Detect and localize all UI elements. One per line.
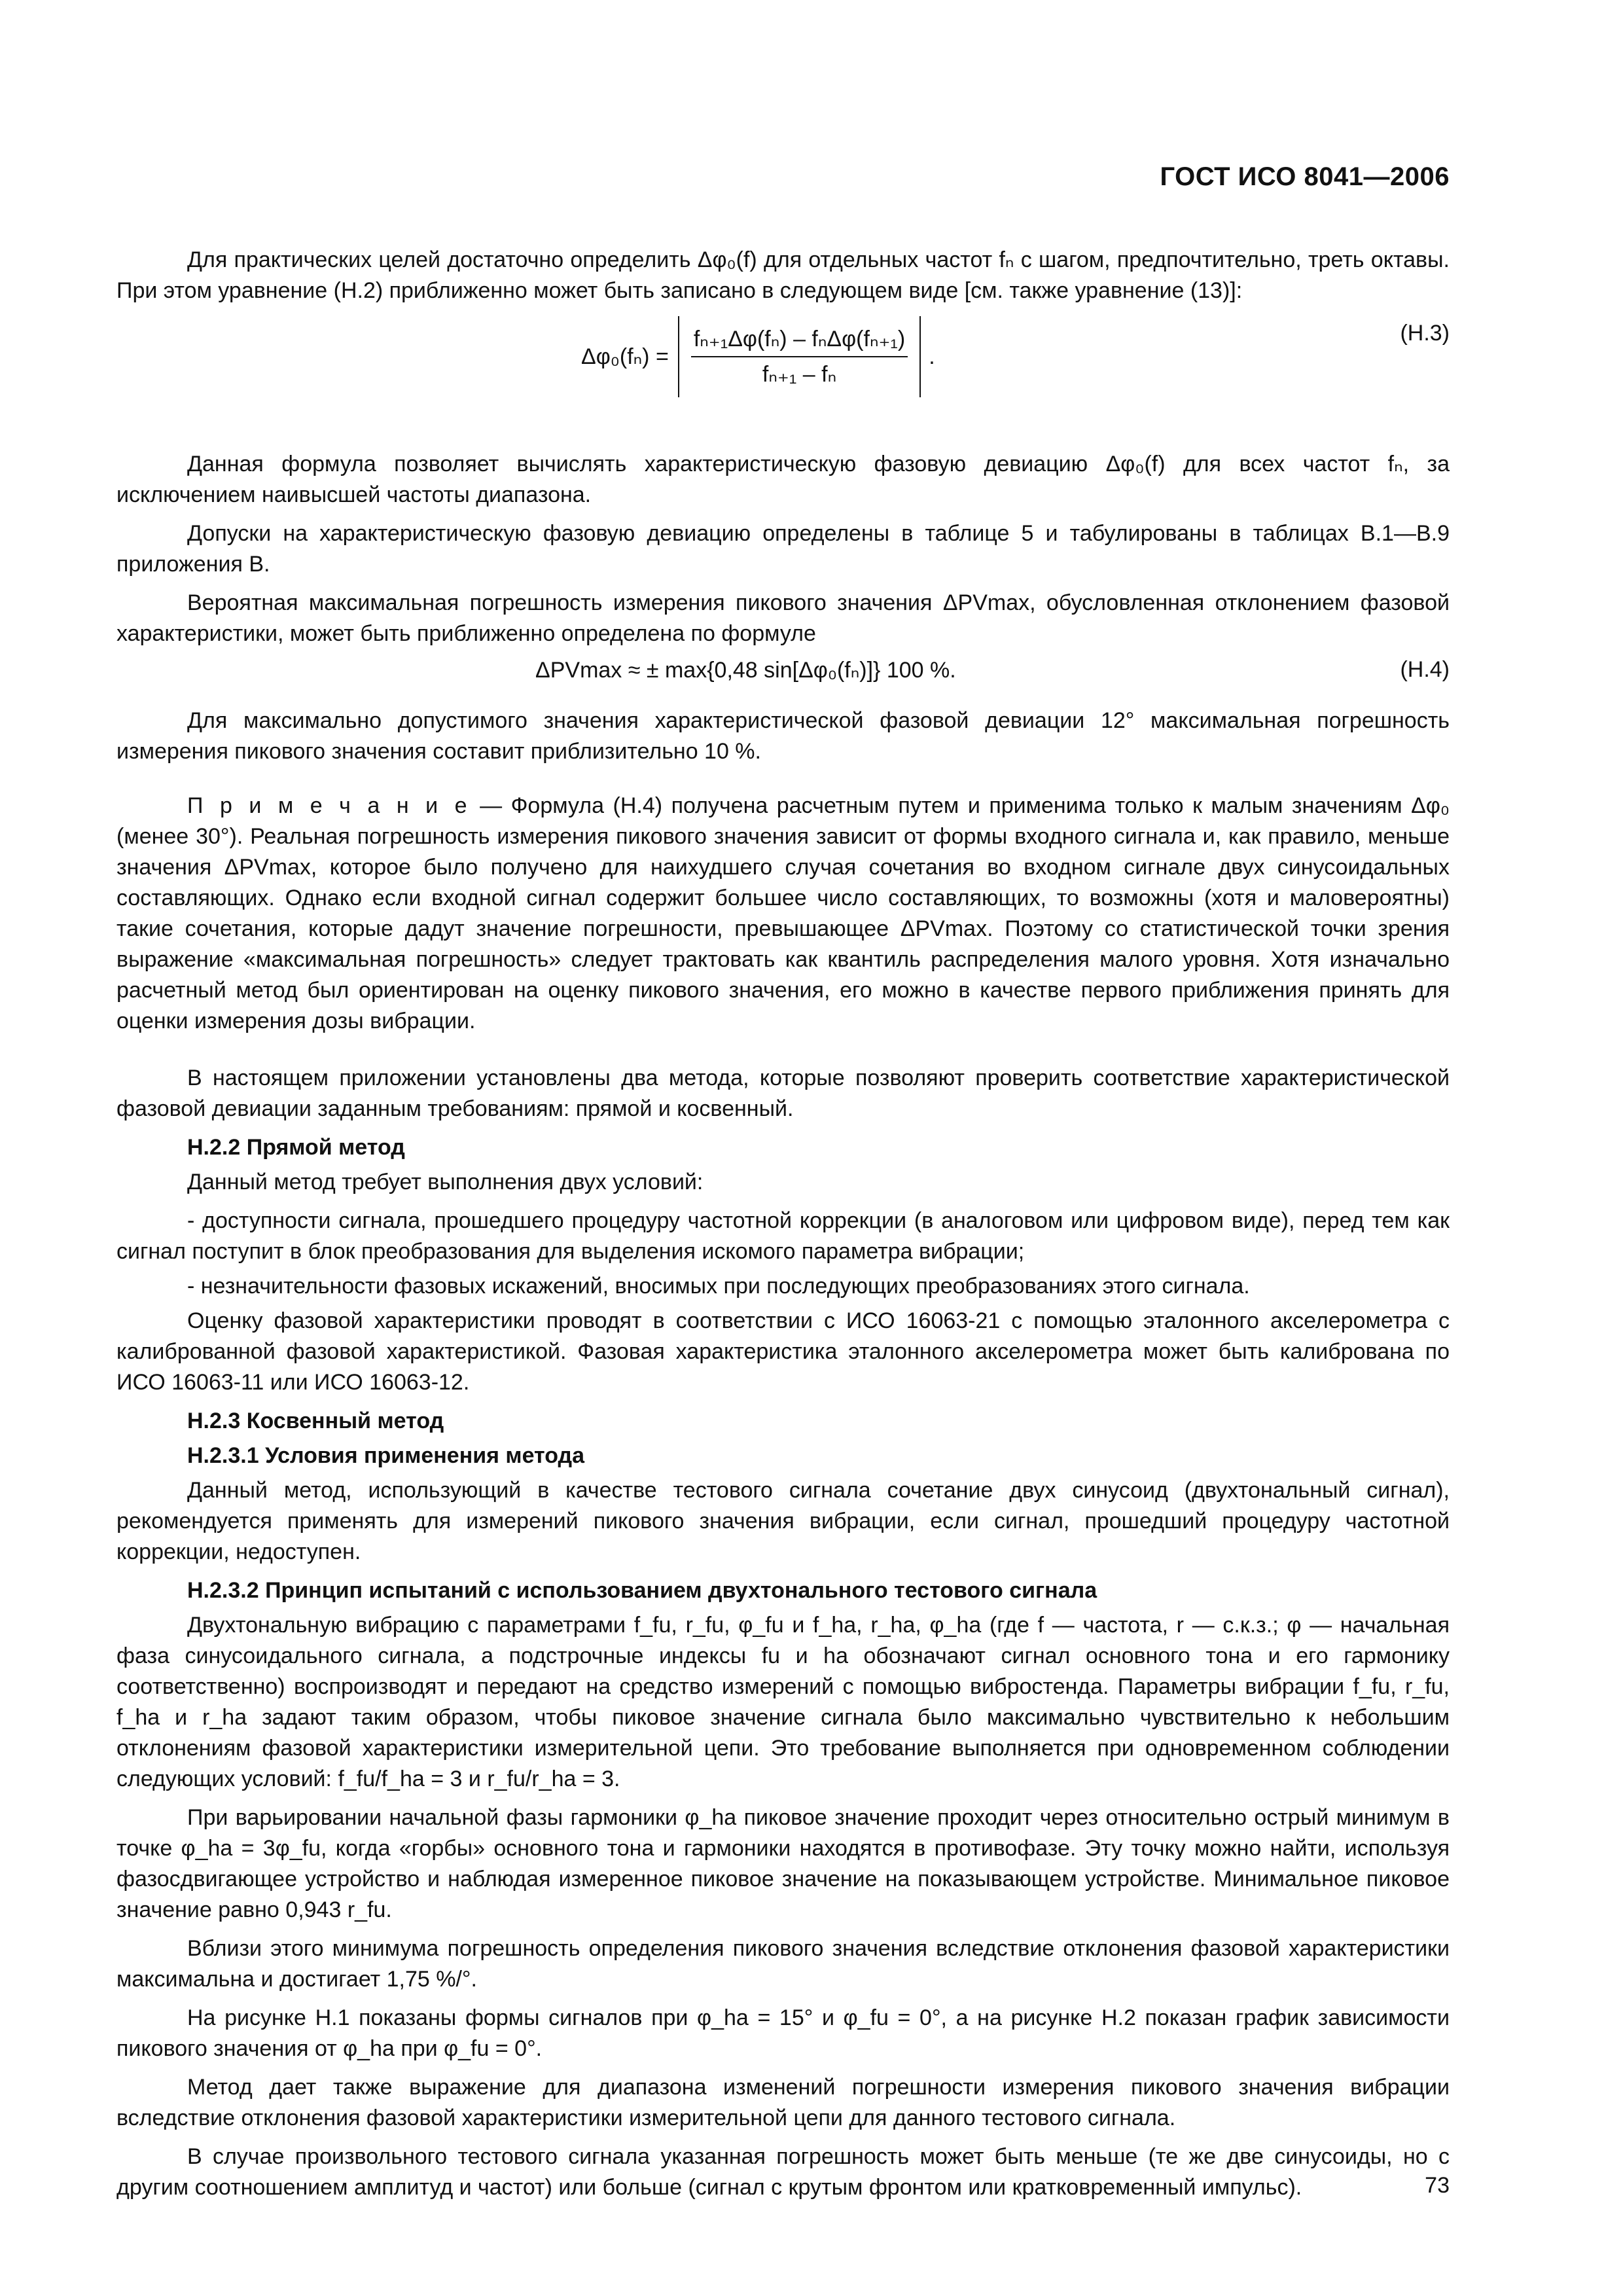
paragraph-intro: Для практических целей достаточно определить Δφ₀(f) для отдельных частот fₙ с шагом, предпочтительно, треть октавы. При этом уравнение (H.2) приближенно может быть записано в следующем виде [см. также уравнение (13)]: [116,247,1450,303]
heading-direct-method: H.2.2 Прямой метод [187,1135,405,1160]
paragraph-max-deviation: Для максимально допустимого значения характеристической фазовой девиации 12° максимальная погрешность измерения пикового значения составит приблизительно 10 %. [116,708,1450,764]
equation-h3 [116,314,1450,425]
paragraph-two-methods: В настоящем приложении установлены два метода, которые позволяют проверить соответствие характеристической фазовой девиации заданным требованиям: прямой и косвенный. [116,1066,1450,1121]
heading-test-principle: H.2.3.2 Принцип испытаний с использованием двухтонального тестового сигнала [187,1578,1097,1603]
abs-bar-left [678,316,679,397]
equation-h3-lhs: Δφ₀(fₙ) = [581,344,669,369]
list-item-phase-distortion: - незначительности фазовых искажений, вносимых при последующих преобразованиях этого сигнала. [187,1274,1250,1299]
equation-h3-denominator: fₙ₊₁ – fₙ [762,362,837,387]
equation-h3-numerator: fₙ₊₁Δφ(fₙ) – fₙΔφ(fₙ₊₁) [691,326,908,357]
standard-code-header: ГОСТ ИСО 8041—2006 [1160,162,1450,191]
page-number: 73 [1425,2173,1450,2198]
note-text: — Формула (H.4) получена расчетным путем и применима только к малым значениям Δφ₀ (менее 30°). Реальная погрешность измерения пикового значения зависит от формы входного сигнала и, как правило, меньше значения ΔPVmax, которое было получено для наихудшего случая сочетания во входном сигнале двух синусоидальных составляющих. Однако если входной сигнал содержит большее число составляющих, то возможны (хотя и маловероятны) такие сочетания, которые дадут значение погрешности, превышающее ΔPVmax. Поэтому со статистической точки зрения выражение «максимальная погрешность» следует трактовать как квантиль распределения малого уровня. Хотя изначально расчетный метод был ориентирован на оценку пикового значения, его можно в качестве первого приближения принять для оценки измерения дозы вибрации. [116,793,1450,1033]
equation-h4 [116,657,1450,696]
equation-h3-number: (H.3) [1400,321,1450,346]
abs-bar-right [919,316,921,397]
paragraph-arbitrary-signal: В случае произвольного тестового сигнала указанная погрешность может быть меньше (те же две синусоиды, но с другим соотношением амплитуд и частот) или больше (сигнал с крутым фронтом или кратковременный импульс). [116,2144,1450,2200]
heading-indirect-method: H.2.3 Косвенный метод [187,1408,444,1433]
paragraph-tolerances: Допуски на характеристическую фазовую девиацию определены в таблице 5 и табулированы в таблицах В.1—В.9 приложения В. [116,521,1450,577]
equation-h4-number: (H.4) [1400,657,1450,682]
paragraph-two-tone-parameters: Двухтональную вибрацию с параметрами f_fu, r_fu, φ_fu и f_ha, r_ha, φ_ha (где f — частота, r — с.к.з.; φ — начальная фаза синусоидального сигнала, а подстрочные индексы fu и ha обозначают сигнал основного тона и его гармонику соответственно) воспроизводят и передают на средство измерений с помощью вибростенда. Параметры вибрации f_fu, r_fu, f_ha и r_ha задают таким образом, чтобы пиковое значение сигнала было максимально чувствительно к небольшим отклонениям фазовой характеристики измерительной цепи. Это требование выполняется при одновременном соблюдении следующих условий: f_fu/f_ha = 3 и r_fu/r_ha = 3. [116,1613,1450,1791]
equation-h4-expression: ΔPVmax ≈ ± max{0,48 sin[Δφ₀(fₙ)]} 100 %. [535,658,956,683]
paragraph-figures-reference: На рисунке H.1 показаны формы сигналов при φ_ha = 15° и φ_fu = 0°, а на рисунке H.2 показан график зависимости пикового значения от φ_ha при φ_fu = 0°. [116,2005,1450,2061]
paragraph-error-range: Метод дает также выражение для диапазона изменений погрешности измерения пикового значения вибрации вследствие отклонения фазовой характеристики измерительной цепи для данного тестового сигнала. [116,2075,1450,2130]
paragraph-two-tone-method: Данный метод, использующий в качестве тестового сигнала сочетание двух синусоид (двухтональный сигнал), рекомендуется применять для измерений пикового значения вибрации, если сигнал, прошедший процедуру частотной коррекции, недоступен. [116,1478,1450,1564]
paragraph-phase-variation: При варьировании начальной фазы гармоники φ_ha пиковое значение проходит через относительно острый минимум в точке φ_ha = 3φ_fu, когда «горбы» основного тона и гармоники находятся в противофазе. Эту точку можно найти, используя фазосдвигающее устройство и наблюдая измеренное пиковое значение на показывающем устройстве. Минимальное пиковое значение равно 0,943 r_fu. [116,1805,1450,1922]
equation-h3-fraction [691,326,908,387]
paragraph-formula-allows: Данная формула позволяет вычислять характеристическую фазовую девиацию Δφ₀(f) для всех частот fₙ, за исключением наивысшей частоты диапазона. [116,452,1450,507]
equation-h3-period: . [929,344,935,369]
note-label: П р и м е ч а н и е [187,793,471,818]
heading-application-conditions: H.2.3.1 Условия применения метода [187,1443,585,1468]
paragraph-two-conditions: Данный метод требует выполнения двух условий: [187,1170,704,1194]
equation-h3-body [581,314,935,399]
paragraph-phase-evaluation: Оценку фазовой характеристики проводят в соответствии с ИСО 16063-21 с помощью эталонного акселерометра с калиброванной фазовой характеристикой. Фазовая характеристика эталонного акселерометра может быть калибрована по ИСО 16063-11 или ИСО 16063-12. [116,1308,1450,1395]
list-item-signal-availability: - доступности сигнала, прошедшего процедуру частотной коррекции (в аналоговом или цифровом виде), перед тем как сигнал поступит в блок преобразования для выделения искомого параметра вибрации; [116,1208,1450,1264]
note-block [116,791,1450,1037]
paragraph-near-minimum: Вблизи этого минимума погрешность определения пикового значения вследствие отклонения фазовой характеристики максимальна и достигает 1,75 %/°. [116,1936,1450,1992]
paragraph-max-error: Вероятная максимальная погрешность измерения пикового значения ΔPVmax, обусловленная отклонением фазовой характеристики, может быть приближенно определена по формуле [116,590,1450,646]
